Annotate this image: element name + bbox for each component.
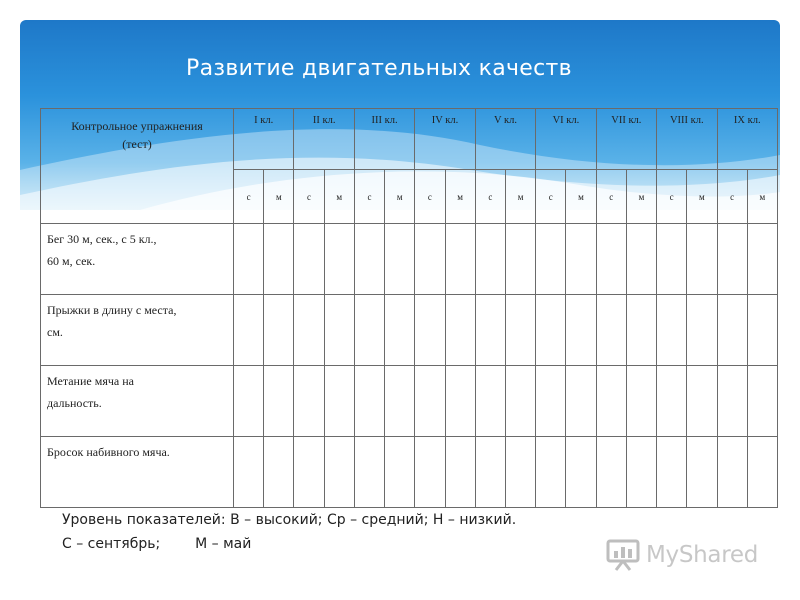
subcol-september: с: [294, 170, 324, 224]
data-cell: [385, 366, 415, 437]
subcol-september: с: [415, 170, 445, 224]
data-cell: [234, 366, 264, 437]
presentation-board-icon: [606, 539, 640, 571]
subcol-september: с: [475, 170, 505, 224]
legend-may: М – май: [195, 536, 252, 552]
subcol-may: м: [505, 170, 535, 224]
subcol-september: с: [234, 170, 264, 224]
data-cell: [445, 366, 475, 437]
header-exercise-line2: (тест): [122, 137, 152, 151]
exercise-label-line2: 60 м, сек.: [47, 254, 96, 268]
data-cell: [657, 295, 687, 366]
subcol-may: м: [324, 170, 354, 224]
data-cell: [264, 437, 294, 508]
table-row: [41, 366, 778, 437]
subcol-september: с: [354, 170, 384, 224]
data-cell: [536, 437, 566, 508]
legend-september: С – сентябрь;: [62, 536, 161, 552]
data-cell: [747, 224, 777, 295]
table-row: [41, 224, 778, 295]
data-cell: [294, 437, 324, 508]
legend: [62, 508, 516, 556]
data-cell: [566, 224, 596, 295]
subcol-may: м: [687, 170, 717, 224]
subcol-may: м: [626, 170, 656, 224]
data-cell: [687, 437, 717, 508]
data-cell: [687, 224, 717, 295]
table-row: [41, 295, 778, 366]
data-cell: [354, 366, 384, 437]
data-cell: [475, 224, 505, 295]
data-cell: [324, 295, 354, 366]
data-cell: [415, 437, 445, 508]
data-cell: [475, 366, 505, 437]
data-cell: [566, 366, 596, 437]
data-cell: [536, 295, 566, 366]
exercise-table: [40, 108, 778, 508]
data-cell: [294, 295, 324, 366]
grade-header-6: VI кл.: [536, 109, 596, 170]
data-cell: [505, 366, 535, 437]
data-cell: [657, 366, 687, 437]
data-cell: [717, 437, 747, 508]
data-cell: [324, 224, 354, 295]
data-cell: [505, 224, 535, 295]
table-body: [41, 224, 778, 508]
data-cell: [717, 224, 747, 295]
data-cell: [475, 295, 505, 366]
data-cell: [385, 437, 415, 508]
data-cell: [264, 224, 294, 295]
subcol-may: м: [385, 170, 415, 224]
data-cell: [264, 295, 294, 366]
data-cell: [354, 224, 384, 295]
exercise-label: [41, 224, 234, 295]
exercise-label-line1: Метание мяча на: [47, 374, 134, 388]
table-row: [41, 437, 778, 508]
subcol-september: с: [657, 170, 687, 224]
data-cell: [324, 366, 354, 437]
data-cell: [596, 224, 626, 295]
data-cell: [596, 366, 626, 437]
grade-header-7: VII кл.: [596, 109, 656, 170]
data-cell: [596, 437, 626, 508]
data-cell: [415, 224, 445, 295]
grade-header-1: I кл.: [234, 109, 294, 170]
page-title: Развитие двигательных качеств: [186, 56, 572, 81]
data-cell: [324, 437, 354, 508]
data-cell: [687, 366, 717, 437]
data-cell: [294, 224, 324, 295]
data-cell: [747, 437, 777, 508]
exercise-label: [41, 295, 234, 366]
exercise-label-line1: Прыжки в длину с места,: [47, 303, 177, 317]
exercise-label: [41, 366, 234, 437]
data-cell: [415, 366, 445, 437]
watermark-text: MyShared: [646, 542, 759, 568]
exercise-label-line1: Бросок набивного мяча.: [47, 445, 170, 459]
data-cell: [234, 437, 264, 508]
data-cell: [566, 295, 596, 366]
legend-months: [62, 532, 516, 556]
data-cell: [234, 224, 264, 295]
header-exercise-line1: Контрольное упражнения: [71, 119, 203, 133]
data-cell: [234, 295, 264, 366]
data-cell: [354, 295, 384, 366]
data-cell: [505, 295, 535, 366]
data-cell: [354, 437, 384, 508]
subcol-september: с: [717, 170, 747, 224]
data-cell: [264, 366, 294, 437]
data-cell: [596, 295, 626, 366]
subcol-september: с: [596, 170, 626, 224]
data-cell: [445, 224, 475, 295]
subcol-may: м: [264, 170, 294, 224]
data-cell: [385, 224, 415, 295]
data-cell: [626, 366, 656, 437]
grade-header-4: IV кл.: [415, 109, 475, 170]
data-cell: [626, 224, 656, 295]
data-cell: [505, 437, 535, 508]
data-cell: [536, 224, 566, 295]
data-cell: [657, 224, 687, 295]
data-cell: [445, 295, 475, 366]
exercise-label-line2: дальность.: [47, 396, 102, 410]
grade-header-2: II кл.: [294, 109, 354, 170]
exercise-label-line1: Бег 30 м, сек., с 5 кл.,: [47, 232, 157, 246]
data-cell: [717, 366, 747, 437]
exercise-label-line2: см.: [47, 325, 63, 339]
data-cell: [294, 366, 324, 437]
data-cell: [385, 295, 415, 366]
subcol-may: м: [445, 170, 475, 224]
grade-header-3: III кл.: [354, 109, 414, 170]
data-cell: [415, 295, 445, 366]
data-cell: [475, 437, 505, 508]
watermark-logo: [606, 538, 758, 572]
grade-header-8: VIII кл.: [657, 109, 717, 170]
grade-header-5: V кл.: [475, 109, 535, 170]
data-cell: [687, 295, 717, 366]
data-cell: [657, 437, 687, 508]
data-cell: [536, 366, 566, 437]
data-cell: [747, 295, 777, 366]
subcol-may: м: [566, 170, 596, 224]
data-cell: [626, 437, 656, 508]
legend-levels: Уровень показателей: В – высокий; Ср – средний; Н – низкий.: [62, 512, 517, 528]
data-cell: [747, 366, 777, 437]
data-cell: [626, 295, 656, 366]
subcol-september: с: [536, 170, 566, 224]
data-cell: [566, 437, 596, 508]
header-exercise: [41, 109, 234, 224]
data-cell: [445, 437, 475, 508]
subcol-may: м: [747, 170, 777, 224]
exercise-label: [41, 437, 234, 508]
data-cell: [717, 295, 747, 366]
grade-header-9: IX кл.: [717, 109, 778, 170]
